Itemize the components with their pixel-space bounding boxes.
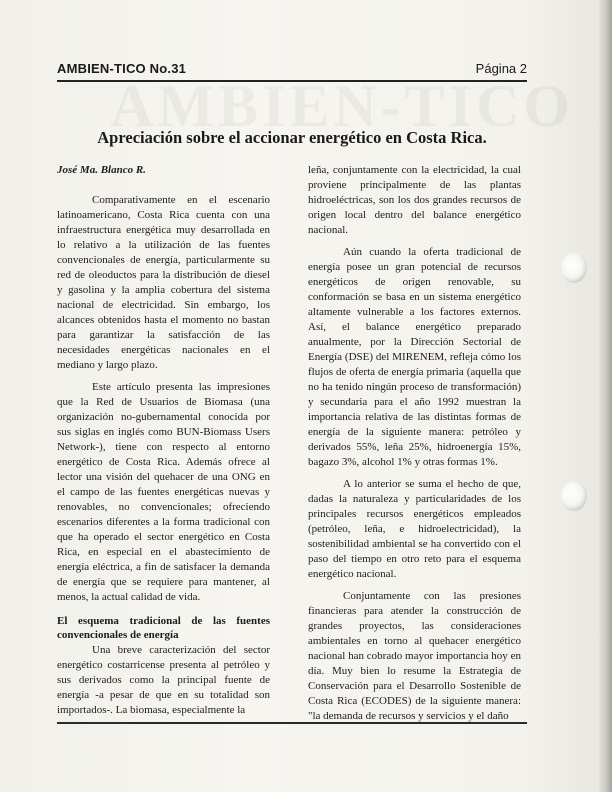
section-heading: El esquema tradicional de las fuentes convencionales de energía bbox=[57, 615, 270, 641]
paragraph: Comparativamente en el escenario latinoamericano, Costa Rica cuenta con una infraestructura energética muy desarrollada en lo relativo a la utilización de las fuentes convencionales de energía, particularmente su red de oleoductos para la distribución de diesel y gasolina y la amplia cobertura del sistema nacional de electricidad. Sin embargo, los alcances obtenidos hasta el momento no bastan para garantizar la satisfacción de las necesidades energéticas nacionales en el mediano y largo plazo. bbox=[57, 194, 270, 371]
punch-hole-lower bbox=[561, 481, 587, 511]
right-column bbox=[308, 163, 521, 724]
paragraph: leña, conjuntamente con la electricidad, la cual proviene principalmente de las plantas hidroeléctricas, son los dos grandes recursos de origen local dentro del balance energético nacional. bbox=[308, 164, 521, 236]
paragraph: A lo anterior se suma el hecho de que, dadas la naturaleza y particularidades de los principales recursos energéticos empleados (petróleo, leña, e hidroelectricidad), la sostenibilidad ambiental se ha convertido con el paso del tiempo en otro reto para el esquema energético nacional. bbox=[308, 478, 521, 580]
author-byline: José Ma. Blanco R. bbox=[57, 164, 146, 176]
left-column bbox=[57, 163, 270, 718]
punch-hole-upper bbox=[561, 253, 587, 283]
footer-rule bbox=[57, 722, 527, 724]
running-header bbox=[57, 60, 527, 82]
page-edge-shadow bbox=[598, 0, 612, 792]
article-title: Apreciación sobre el accionar energético en Costa Rica. bbox=[97, 128, 487, 147]
paragraph: Conjuntamente con las presiones financieras para atender la construcción de grandes proyectos, las consideraciones ambientales en torno al quehacer energético nacional han cobrado mayor importancia hoy en día. Muy bien lo resume la Estrategia de Conservación para el Desarrollo Sostenible de Costa Rica (ECODES) de la siguiente manera: "la demanda de recursos y servicios y el daño bbox=[308, 590, 521, 722]
page-number: Página 2 bbox=[475, 61, 527, 76]
paragraph: Este artículo presenta las impresiones que la Red de Usuarios de Biomasa (una organización no-gubernamental conocida por sus siglas en inglés como BUN-Biomass Users Network-), tiene con respecto al entorno energético de Costa Rica. Además ofrece al lector una visión del quehacer de una ONG en el campo de las fuentes energéticas nuevas y renovables, no convencionales; ofreciendo escenarios diferentes a la forma tradicional con que ha operado el sector energético en Costa Rica, en especial en el abastecimiento de energía eléctrica, a fin de satisfacer la demanda de energía que se requiere para mantener, al menos, la actual calidad de vida. bbox=[57, 381, 270, 603]
paragraph: Una breve caracterización del sector energético costarricense presenta al petróleo y sus derivados como la principal fuente de energía -a pesar de que en su totalidad son importados-. La biomasa, especialmente la bbox=[57, 644, 270, 716]
paragraph: Aún cuando la oferta tradicional de energía posee un gran potencial de recursos energéticos de origen renovable, su conformación se basa en un sistema energético altamente vulnerable a los factores externos. Así, el balance energético preparado anualmente, por la Dirección Sectorial de Energía (DSE) del MIRENEM, refleja cómo los flujos de oferta de energía primaria (aquella que no ha tenido ningún proceso de transformación) y secundaria para el año 1992 muestran la importancia relativa de las distintas formas de energía de la siguiente manera: petróleo y derivados 55%, leña 25%, hidroenergía 15%, bagazo 3%, alcohol 1% y otras formas 1%. bbox=[308, 246, 521, 468]
publication-name: AMBIEN-TICO No.31 bbox=[57, 61, 187, 76]
